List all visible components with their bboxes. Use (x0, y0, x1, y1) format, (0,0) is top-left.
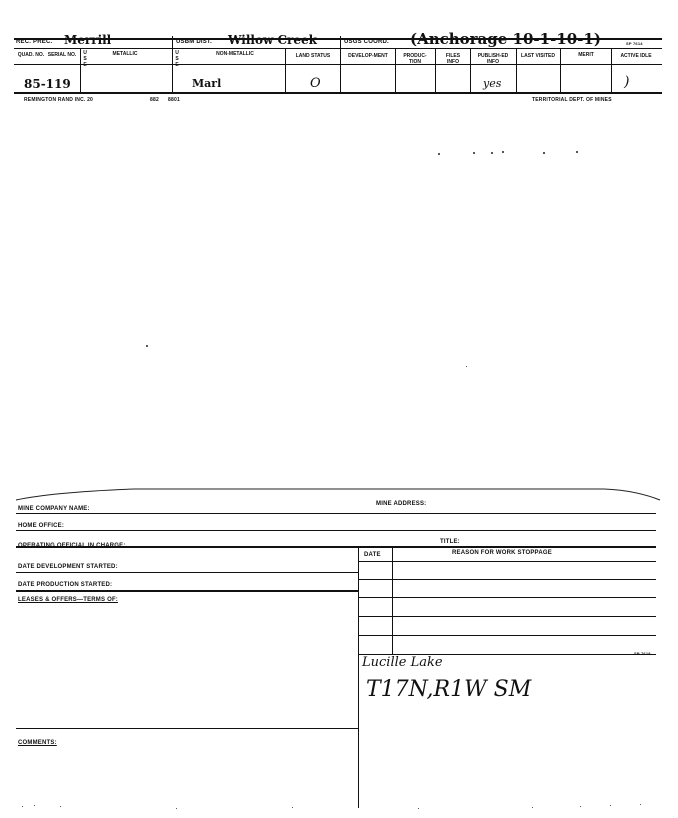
note-line-2: T17N,R1W SM (366, 677, 532, 702)
col-land-status: LAND STATUS (295, 53, 331, 59)
note-line-1: Lucille Lake (362, 655, 443, 670)
col-production: PRODUC-TION (403, 53, 427, 65)
usbm-dist-value: Willow Creek (228, 33, 317, 47)
rec-prec-label: REC. PREC. (16, 39, 53, 45)
title-label: TITLE: (440, 539, 460, 545)
rec-prec-value: Merrill (64, 33, 112, 47)
card-edge (14, 486, 664, 506)
imprint-right: TERRITORIAL DEPT. OF MINES (532, 97, 612, 103)
usbm-dist-label: USBM DIST. (176, 39, 213, 45)
reason-label: REASON FOR WORK STOPPAGE (452, 550, 552, 556)
col-non-metallic: NON-METALLIC (216, 51, 254, 57)
imprint-code-2: 8801 (168, 97, 180, 103)
quad-serial-value: 85-119 (24, 77, 71, 91)
non-metallic-value: Marl (192, 77, 222, 90)
date-label: DATE (364, 552, 381, 558)
published-info-value: yes (483, 77, 502, 90)
usgs-coord-value: (Anchorage 10-1-10-1) (410, 30, 601, 48)
col-active-idle: ACTIVE IDLE (620, 53, 652, 59)
col-serial: SERIAL NO. (47, 52, 77, 58)
mine-address-label: MINE ADDRESS: (376, 501, 427, 507)
usgs-coord-label: USGS COORD. (344, 39, 389, 45)
date-prod-label: DATE PRODUCTION STARTED: (18, 582, 113, 588)
form-number-top: SP 7614 (626, 41, 643, 46)
imprint-left: REMINGTON RAND INC. 20 (24, 97, 94, 103)
home-office-label: HOME OFFICE: (18, 523, 65, 529)
col-metallic: METALLIC (112, 51, 138, 57)
col-quad: QUAD. NO. (17, 52, 45, 58)
col-merit: MERIT (578, 52, 594, 58)
col-last-visited: LAST VISITED (521, 53, 555, 59)
date-dev-label: DATE DEVELOPMENT STARTED: (18, 564, 118, 570)
active-idle-value: ) (624, 74, 630, 90)
imprint-code-1: 882 (150, 97, 159, 103)
land-status-value: O (310, 76, 321, 91)
col-published-info: PUBLISH-ED INFO (477, 53, 509, 65)
leases-label: LEASES & OFFERS—TERMS OF: (18, 597, 119, 603)
mine-company-label: MINE COMPANY NAME: (18, 506, 90, 512)
operating-official-label: OPERATING OFFICIAL IN CHARGE: (18, 543, 126, 549)
comments-label: COMMENTS: (18, 740, 57, 746)
form-number-bottom: SP 7618 (634, 651, 651, 656)
col-use-1: U S E (83, 50, 87, 68)
col-files-info: FILES INFO (445, 53, 461, 65)
col-use-2: U S E (175, 50, 179, 68)
col-development: DEVELOP-MENT (348, 53, 388, 59)
